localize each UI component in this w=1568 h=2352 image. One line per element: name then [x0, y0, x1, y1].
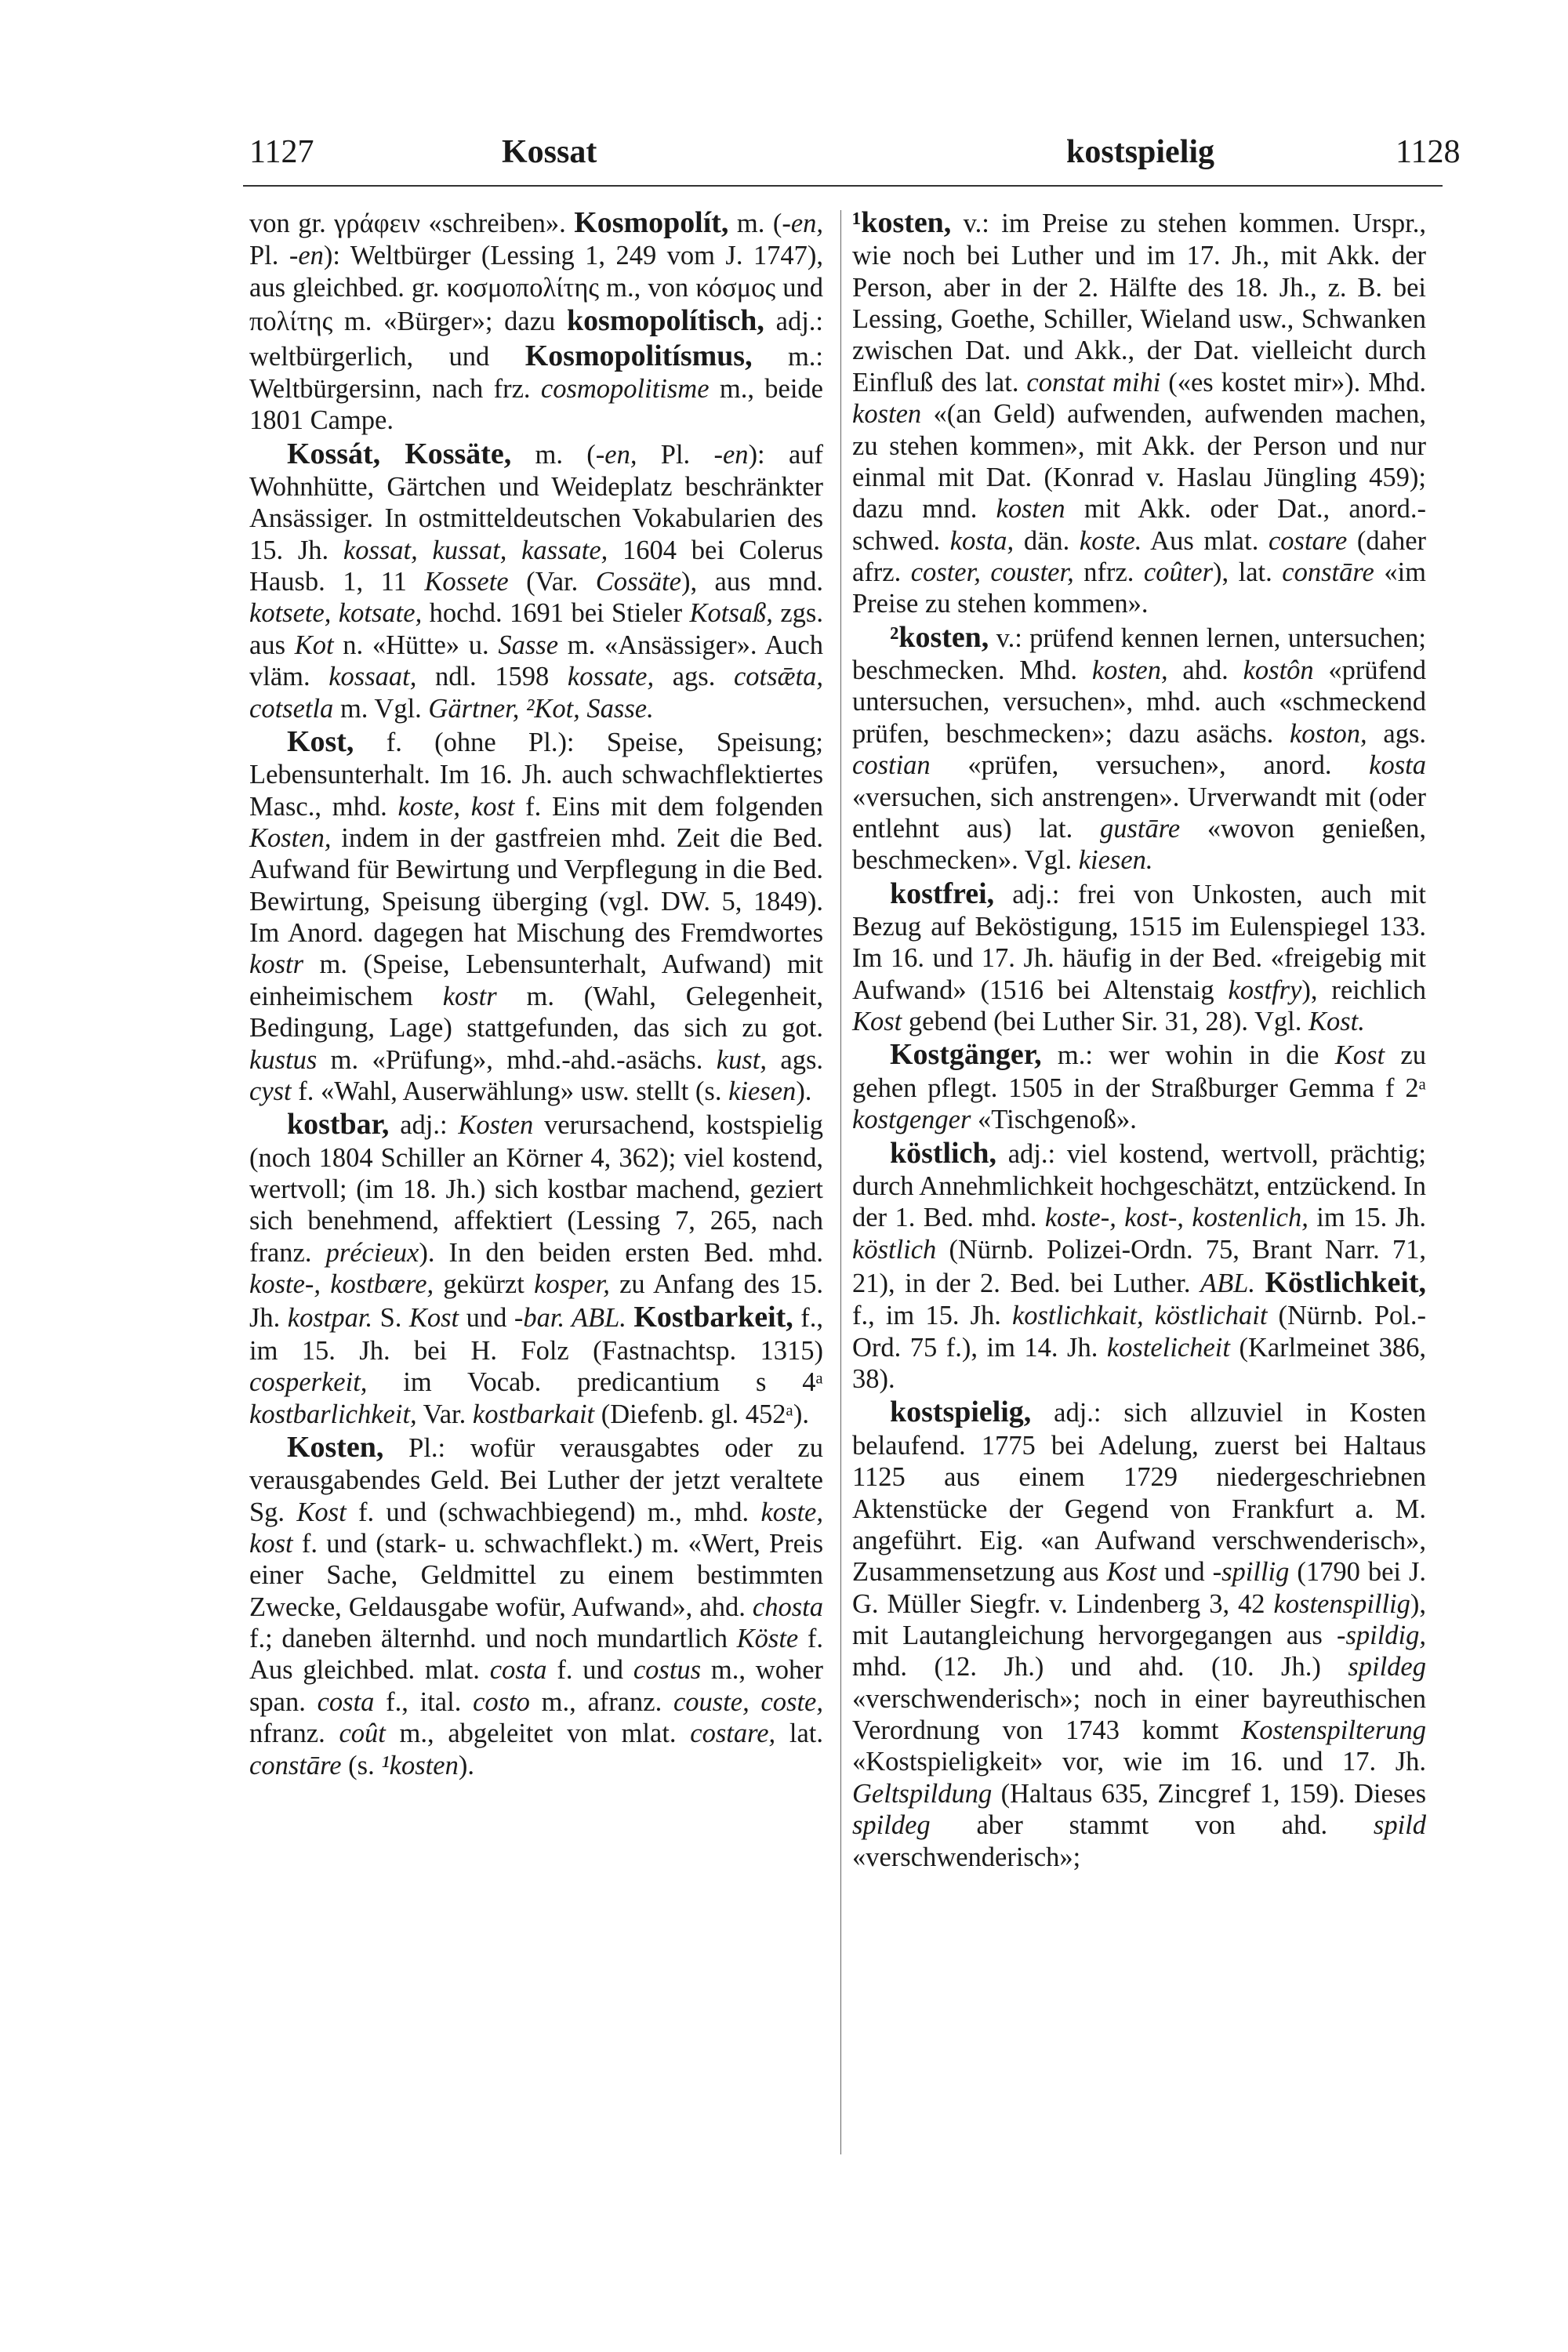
entry-text: Pl.	[249, 241, 289, 271]
headword: kosmopolítisch,	[566, 304, 764, 338]
italic-form: costa	[317, 1686, 375, 1717]
entry-text: ahd.	[1167, 655, 1243, 686]
entry-text: ), aus mnd.	[681, 567, 823, 597]
entry-text: ), reichlich	[1301, 975, 1427, 1005]
dictionary-entry	[852, 205, 1426, 620]
entry-text: «versuchen, sich anstrengen». Urverwandt mit (oder entlehnt aus) lat.	[852, 782, 1426, 844]
entry-text: im Vocab. predicantium s 4ᵃ	[367, 1367, 823, 1398]
entry-text: m. (	[728, 209, 782, 238]
italic-form: koste-, kost-, kostenlich,	[1044, 1203, 1308, 1233]
entry-text: f., im 15. Jh. bei H. Folz (Fastnachtsp. 1315)	[249, 1303, 823, 1366]
entry-text: m.: wer wohin in die	[1041, 1040, 1335, 1071]
italic-form: kotsete, kotsate,	[249, 598, 423, 629]
entry-text: ags.	[1367, 718, 1426, 749]
entry-text: mit Akk. oder Dat., anord.-schwed.	[852, 494, 1426, 556]
italic-form: Geltspildung	[852, 1778, 993, 1809]
entry-text: (daher afrz.	[852, 525, 1427, 587]
right-page-number: 1128	[1396, 134, 1461, 170]
italic-form: cosmopolitisme	[540, 373, 710, 404]
entry-text: v.: prüfend kennen lernen, untersuchen; beschmecken. Mhd.	[852, 622, 1426, 686]
italic-form: Kost	[852, 1007, 902, 1037]
entry-text: «(an Geld) aufwenden, aufwenden machen, zu stehen kommen», mit Akk. der Person und nur einmal mit Dat. (Konrad v. Haslau Jüngling 459); dazu mnd.	[852, 399, 1426, 524]
entry-text: (Nürnb. Pol.-Ord. 75 f.), im 14. Jh.	[852, 1301, 1426, 1363]
entry-text: «verschwenderisch»; noch in einer bayreuthischen Verordnung von 1743 kommt	[852, 1683, 1426, 1746]
entry-text: verursachend, kostspielig (noch 1804 Schiller an Körner 4, 362); viel kostend, wertvoll; (im 18. Jh.) sich kostbar machend, geziert sich benehmend, affektiert (Lessing 7, 265, nach franz.	[249, 1110, 823, 1268]
entry-text: indem in der gastfreien mhd. Zeit die Bed. Aufwand für Bewirtung und Verpflegung in die Bed. Bewirtung, Speisung überging (vgl. DW. 5, 1849). Im Anord. dagegen hat Mischung des Fremdwortes	[249, 822, 823, 949]
italic-form: coûter	[1143, 557, 1214, 587]
entry-text: (Diefenb. gl. 452ᵃ).	[594, 1399, 810, 1429]
italic-form: kust,	[716, 1044, 767, 1075]
italic-form: Kost.	[1308, 1007, 1365, 1037]
entry-text: S.	[372, 1303, 409, 1334]
entry-text: f. und (schwachbiegend) m., mhd.	[346, 1497, 761, 1527]
entry-text: zu gehen pflegt. 1505 in der Straßburger Gemma f 2ᵃ	[852, 1040, 1426, 1103]
italic-form: koste, kost	[397, 791, 515, 822]
entry-text: Var.	[416, 1399, 473, 1429]
entry-text: ), mit Lautangleichung hervorgegangen aus	[852, 1588, 1426, 1651]
italic-form: kiesen.	[1078, 845, 1153, 876]
entry-text: f. (ohne Pl.): Speise, Speisung; Lebensunterhalt. Im 16. Jh. auch schwachflektiertes Masc., mhd.	[249, 727, 823, 822]
italic-form: -en,	[782, 209, 824, 238]
italic-form: Kotsaß,	[689, 598, 773, 629]
italic-form: constat mihi	[1026, 367, 1161, 397]
entry-text: f. und	[546, 1655, 633, 1686]
italic-form: cotsǣta, cotsetla	[249, 662, 823, 724]
dictionary-entry	[249, 724, 823, 1107]
entry-text: (Var.	[508, 567, 596, 597]
entry-text: f. «Wahl, Auserwählung» usw. stellt (s.	[291, 1076, 729, 1106]
italic-form: koston,	[1289, 718, 1367, 749]
italic-form: costare,	[690, 1719, 776, 1749]
italic-form: -en	[289, 241, 324, 271]
entry-text: (s.	[341, 1750, 382, 1780]
italic-form: kostpar.	[287, 1303, 373, 1334]
headword: Kostbarkeit,	[633, 1301, 793, 1334]
entry-text: f. und (stark- u. schwachflekt.) m. «Wert, Preis einer Sache, Geldmittel zu einem bestimmten Zwecke, Geldausgabe wofür, Aufwand», ahd.	[249, 1528, 823, 1622]
entry-text: Aus mlat.	[1142, 525, 1269, 556]
italic-form: kossat, kussat, kassate,	[343, 535, 608, 565]
entry-text: f., im 15. Jh.	[852, 1301, 1012, 1331]
entry-text: v.: im Preise zu stehen kommen. Urspr., wie noch bei Luther und im 17. Jh., mit Akk. der Person, aber in der 2. Hälfte des 18. Jh., z. B. bei Lessing, Goethe, Schiller, Wieland usw., Schwanken zwischen Dat. und Akk., der Dat. vielleicht durch Einfluß des lat.	[852, 209, 1426, 397]
entry-text: von gr. γράφειν «schreiben».	[249, 209, 575, 238]
left-page-number: 1127	[249, 134, 314, 170]
italic-form: -en	[713, 439, 749, 470]
italic-form: kostbarlichkeit,	[249, 1399, 417, 1429]
entry-text: ).	[458, 1750, 474, 1780]
dictionary-entry	[852, 620, 1426, 877]
italic-form: kosta,	[949, 525, 1014, 556]
italic-form: koste, kost	[249, 1497, 823, 1559]
italic-form: ¹kosten	[381, 1750, 459, 1780]
entry-text: gebend (bei Luther Sir. 31, 28). Vgl.	[902, 1007, 1308, 1037]
entry-text: (Karlmeinet 386, 38).	[852, 1332, 1426, 1395]
italic-form: kosten,	[1091, 655, 1168, 686]
italic-form: kosper,	[534, 1269, 610, 1300]
italic-form: cyst	[249, 1076, 292, 1106]
italic-form: kosten	[996, 494, 1065, 524]
entry-text: m., beide 1801 Campe.	[249, 373, 823, 436]
italic-form: Sasse	[498, 630, 559, 660]
italic-form: Kosten	[458, 1110, 534, 1141]
italic-form: Cossäte	[595, 567, 681, 597]
right-column	[852, 205, 1426, 1873]
running-header	[0, 133, 1568, 180]
entry-text: «im Preise zu stehen kommen».	[852, 557, 1426, 619]
entry-text: (1790 bei J. G. Müller Siegfr. v. Lindenberg 3, 42	[852, 1557, 1426, 1619]
entry-text: f. Eins mit dem folgenden	[514, 791, 823, 822]
entry-text: f. Aus gleichbed. mlat.	[249, 1624, 823, 1686]
entry-text: ags.	[654, 662, 734, 692]
italic-form: -bar. ABL.	[514, 1303, 626, 1334]
italic-form: kostôn	[1243, 655, 1314, 686]
italic-form: costian	[852, 750, 931, 781]
right-guide-word: kostspielig	[1066, 134, 1215, 170]
italic-form: spildeg	[1348, 1652, 1426, 1682]
entry-text: im 15. Jh.	[1308, 1203, 1426, 1233]
entry-text: «Kostspieligkeit» vor, wie im 16. und 17. Jh.	[852, 1747, 1426, 1777]
entry-text: m. (	[511, 439, 596, 470]
italic-form: costa	[489, 1655, 547, 1686]
headword: Kosmopolitísmus,	[524, 339, 753, 372]
entry-text: «prüfend untersuchen, versuchen», mhd. auch «schmeckend prüfen, beschmecken»; dazu asächs.	[852, 655, 1426, 749]
left-guide-word: Kossat	[502, 134, 597, 170]
italic-form: coût	[339, 1719, 386, 1749]
left-column	[249, 205, 823, 1781]
entry-text	[1255, 1269, 1265, 1298]
headword: Kost,	[287, 724, 354, 758]
dictionary-entry	[852, 877, 1426, 1038]
italic-form: ABL.	[1200, 1269, 1255, 1299]
entry-text: hochd. 1691 bei Stieler	[422, 598, 690, 629]
entry-text: «wovon genießen, beschmecken». Vgl.	[852, 813, 1426, 876]
italic-form: Köste	[736, 1624, 799, 1654]
entry-text: ags.	[766, 1044, 823, 1075]
headword: köstlich,	[890, 1136, 996, 1170]
italic-form: chosta	[752, 1592, 823, 1622]
headword: Kosmopolít,	[574, 206, 729, 239]
entry-text: adj.: sich allzuviel in Kosten belaufend. 1775 bei Adelung, zuerst bei Haltaus 1125 aus einem 1729 niedergeschriebnen Aktenstücke der Gegend von Frankfurt a. M. angeführt. Eig. «an Aufwand verschwenderisch», Zusammensetzung aus	[852, 1398, 1426, 1588]
entry-text: ): Weltbürger (Lessing 1, 249 vom J. 1747), aus gleichbed. gr. κοσμοπολίτης m., von κόσμος und πολίτης m. «Bürger»; dazu	[249, 241, 823, 337]
entry-text: «verschwenderisch»;	[852, 1842, 1081, 1872]
italic-form: Gärtner, ²Kot, Sasse.	[428, 693, 654, 724]
italic-form: Kosten,	[249, 822, 332, 853]
entry-text: «Tischgenoß».	[971, 1105, 1137, 1135]
italic-form: couste, coste,	[673, 1686, 823, 1717]
entry-text: dän.	[1014, 525, 1080, 556]
entry-text: aber stammt von ahd.	[930, 1810, 1374, 1841]
column-divider	[840, 210, 841, 2154]
entry-text: (Haltaus 635, Zincgref 1, 159). Dieses	[992, 1778, 1426, 1809]
italic-form: kosta	[1369, 750, 1426, 781]
italic-form: Kost	[408, 1303, 459, 1334]
entry-text: m., abgeleitet von mlat.	[385, 1719, 691, 1749]
entry-text: adj.:	[389, 1110, 459, 1141]
headword: kostfrei,	[890, 877, 995, 910]
entry-text: (Nürnb. Polizei-Ordn. 75, Brant Narr. 71, 21), in der 2. Bed. bei Luther.	[852, 1234, 1426, 1299]
italic-form: Kost	[1106, 1557, 1156, 1588]
italic-form: Kost	[296, 1497, 347, 1527]
entry-text: lat.	[775, 1719, 824, 1749]
italic-form: köstlich	[852, 1234, 937, 1265]
entry-text: («es kostet mir»). Mhd.	[1160, 367, 1426, 397]
italic-form: spildeg	[852, 1810, 931, 1841]
italic-form: gustāre	[1099, 813, 1181, 844]
entry-text: und	[459, 1303, 514, 1334]
entry-text: f.; daneben älternhd. und noch mundartlich	[249, 1624, 737, 1654]
headword: Kosten,	[287, 1430, 384, 1464]
headword: ¹kosten,	[852, 206, 952, 239]
dictionary-entry	[852, 1136, 1426, 1396]
entry-text: ). In den beiden ersten Bed. mhd.	[419, 1237, 823, 1268]
headword: ²kosten,	[890, 620, 989, 654]
dictionary-entry	[249, 437, 823, 724]
italic-form: kiesen	[728, 1076, 797, 1106]
entry-text: m.: Weltbürgersinn, nach frz.	[249, 341, 823, 404]
entry-text: adj.: frei von Unkosten, auch mit Bezug auf Beköstigung, 1515 im Eulenspiegel 133. Im 16. und 17. Jh. häufig in der Bed. «freigebig mit Aufwand» (1516 bei Altenstaig	[852, 879, 1426, 1005]
entry-text: nfrz.	[1073, 557, 1144, 587]
entry-text: und	[1156, 1557, 1213, 1588]
italic-form: précieux	[325, 1237, 419, 1268]
italic-form: Kot	[294, 630, 334, 660]
entry-text: adj.: weltbürgerlich, und	[249, 307, 823, 372]
entry-text: ndl. 1598	[416, 662, 568, 692]
entry-text: gekürzt	[434, 1269, 535, 1300]
italic-form: Kossete	[424, 567, 509, 597]
entry-text: m. (Speise, Lebensunterhalt, Aufwand) mit einheimischem	[249, 949, 823, 1011]
italic-form: Kost	[1334, 1040, 1385, 1071]
headword: kostspielig,	[890, 1396, 1032, 1429]
headword: Kostgänger,	[890, 1038, 1042, 1072]
header-rule	[243, 185, 1443, 187]
entry-text: ), lat.	[1213, 557, 1283, 587]
headword: kostbar,	[287, 1108, 390, 1142]
entry-text: ): auf Wohnhütte, Gärtchen und Weideplatz beschränkter Ansässiger. In ostmitteldeutschen Vokabularien des 15. Jh.	[249, 439, 823, 565]
italic-form: kossaat,	[328, 662, 417, 692]
italic-form: koste-, kostbære,	[249, 1269, 434, 1300]
italic-form: costare	[1268, 525, 1348, 556]
entry-text: Pl.: wofür verausgabtes oder zu verausgabendes Geld. Bei Luther der jetzt veraltete Sg.	[249, 1432, 823, 1527]
italic-form: kostfry	[1228, 975, 1302, 1005]
entry-text: m. (Wahl, Gelegenheit, Bedingung, Lage) stattgefunden, das sich zu got.	[249, 981, 823, 1044]
dictionary-entry	[852, 1395, 1426, 1872]
italic-form: -spildig,	[1336, 1621, 1426, 1651]
italic-form: spild	[1373, 1810, 1426, 1841]
entry-text: «prüfen, versuchen», anord.	[930, 750, 1370, 781]
entry-text: adj.: viel kostend, wertvoll, prächtig; durch Annehmlichkeit hochgeschätzt, entzückend. In der 1. Bed. mhd.	[852, 1138, 1426, 1233]
italic-form: kosten	[852, 399, 922, 430]
italic-form: -spillig	[1212, 1557, 1290, 1588]
entry-text: nfranz.	[249, 1719, 339, 1749]
entry-text: m., afranz.	[529, 1686, 673, 1717]
italic-form: kostr	[249, 949, 303, 980]
italic-form: -en,	[595, 439, 637, 470]
italic-form: Kostenspilterung	[1241, 1715, 1426, 1746]
dictionary-entry	[249, 205, 823, 437]
italic-form: costus	[633, 1655, 702, 1686]
entry-text: f., ital.	[374, 1686, 474, 1717]
italic-form: kostbarkait	[472, 1399, 595, 1429]
italic-form: kostlichkait, köstlichait	[1011, 1301, 1268, 1331]
entry-text: n. «Hütte» u.	[333, 630, 499, 660]
entry-text: ).	[796, 1076, 812, 1106]
italic-form: costo	[473, 1686, 530, 1717]
headword: Köstlichkeit,	[1265, 1266, 1426, 1300]
entry-text: 1604 bei Colerus Hausb. 1, 11	[249, 535, 823, 597]
italic-form: kostelicheit	[1106, 1332, 1230, 1363]
entry-text: Pl.	[637, 439, 714, 470]
entry-text: m. «Ansässiger». Auch vläm.	[249, 630, 823, 692]
italic-form: kostenspillig	[1273, 1588, 1410, 1619]
entry-text: zu Anfang des 15. Jh.	[249, 1269, 823, 1334]
italic-form: kostgenger	[852, 1105, 971, 1135]
entry-text: m. Vgl.	[333, 693, 429, 724]
italic-form: koste.	[1079, 525, 1142, 556]
italic-form: kustus	[249, 1044, 318, 1075]
italic-form: cosperkeit,	[249, 1367, 368, 1398]
italic-form: constāre	[249, 1750, 342, 1780]
entry-text: mhd. (12. Jh.) und ahd. (10. Jh.)	[852, 1652, 1348, 1682]
entry-text: m., woher span.	[249, 1655, 823, 1717]
entry-text: m. «Prüfung», mhd.-ahd.-asächs.	[317, 1044, 717, 1075]
dictionary-entry	[852, 1037, 1426, 1135]
entry-text	[626, 1303, 633, 1333]
italic-form: constāre	[1282, 557, 1374, 587]
dictionary-entry	[249, 1430, 823, 1781]
italic-form: kossate,	[567, 662, 655, 692]
entry-text: zgs. aus	[249, 598, 823, 660]
dictionary-entry	[249, 1107, 823, 1430]
italic-form: coster, couster,	[910, 557, 1074, 587]
headword: Kossát, Kossäte,	[287, 437, 512, 470]
italic-form: kostr	[442, 981, 497, 1011]
